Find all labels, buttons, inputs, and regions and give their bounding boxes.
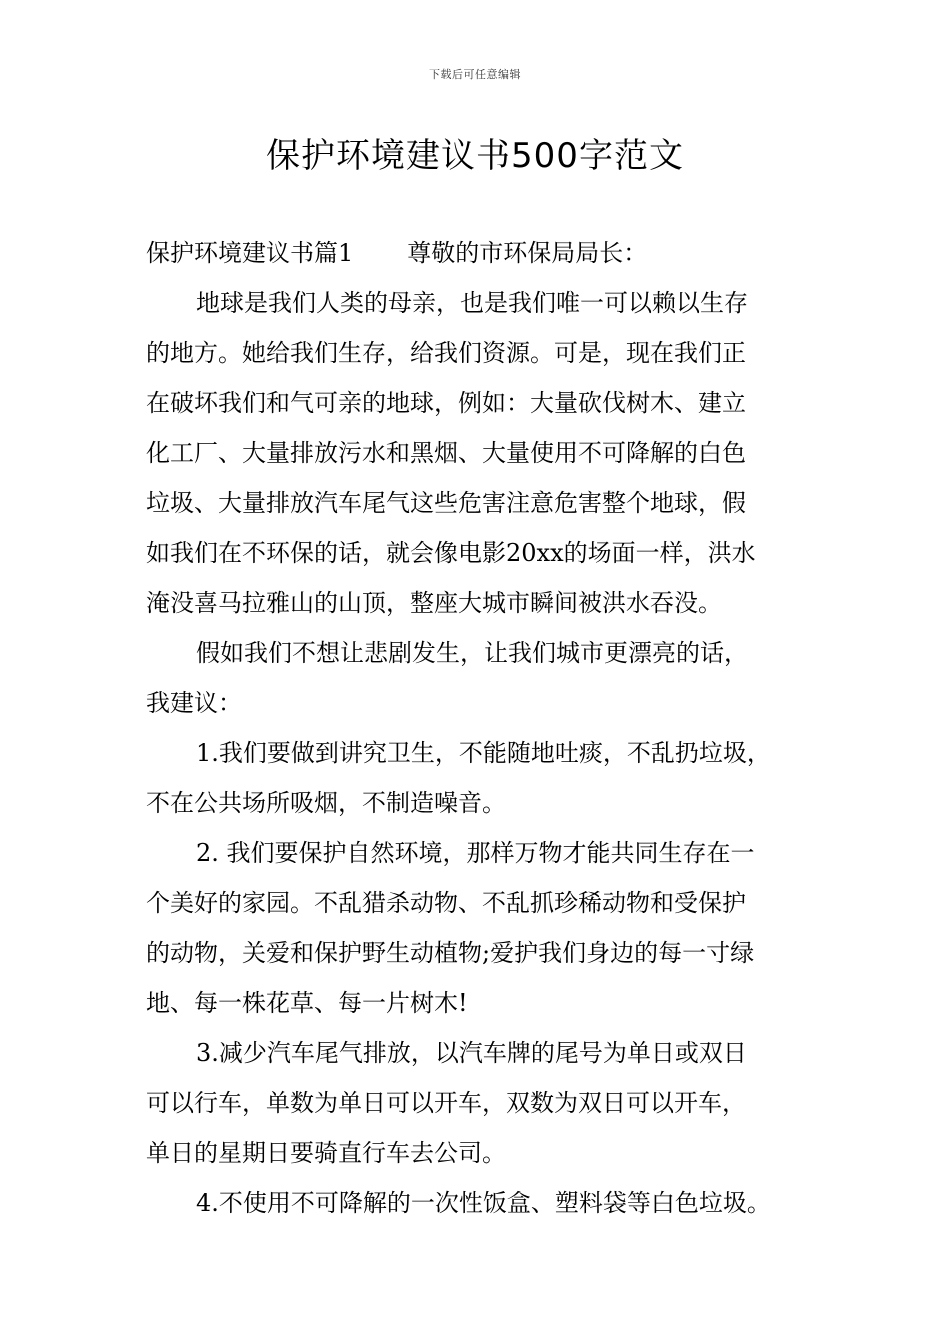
text-line: 在破坏我们和气可亲的地球，例如：大量砍伐树木、建立 (146, 389, 746, 417)
text-line: 地球是我们人类的母亲，也是我们唯一可以赖以生存 (196, 289, 748, 317)
text-line: 可以行车，单数为单日可以开车，双数为双日可以开车， (146, 1089, 746, 1117)
paragraph-lines (146, 278, 826, 1228)
section-label: 保护环境建议书篇1 (146, 239, 354, 267)
text-line: 2. 我们要保护自然环境，那样万物才能共同生存在一 (196, 839, 755, 867)
text-line: 的动物，关爱和保护野生动植物;爱护我们身边的每一寸绿 (146, 939, 755, 967)
greeting-line (146, 228, 826, 278)
text-line: 淹没喜马拉雅山的山顶，整座大城市瞬间被洪水吞没。 (146, 589, 722, 617)
text-line: 我建议： (146, 689, 242, 717)
text-line: 个美好的家园。不乱猎杀动物、不乱抓珍稀动物和受保护 (146, 889, 746, 917)
document-body (146, 228, 826, 1228)
text-line: 4.不使用不可降解的一次性饭盒、塑料袋等白色垃圾。 (196, 1189, 771, 1217)
header-note: 下载后可任意编辑 (429, 68, 521, 81)
document-title: 保护环境建议书500字范文 (266, 136, 684, 176)
text-line: 不在公共场所吸烟，不制造噪音。 (146, 789, 506, 817)
text-line: 如我们在不环保的话，就会像电影20xx的场面一样，洪水 (146, 539, 756, 567)
text-line: 的地方。她给我们生存，给我们资源。可是，现在我们正 (146, 339, 746, 367)
text-line: 单日的星期日要骑直行车去公司。 (146, 1139, 506, 1167)
text-line: 垃圾、大量排放汽车尾气这些危害注意危害整个地球，假 (146, 489, 746, 517)
text-line: 3.减少汽车尾气排放，以汽车牌的尾号为单日或双日 (196, 1039, 747, 1067)
text-line: 假如我们不想让悲剧发生，让我们城市更漂亮的话， (196, 639, 748, 667)
salutation: 尊敬的市环保局局长： (407, 239, 648, 267)
text-line: 1.我们要做到讲究卫生，不能随地吐痰，不乱扔垃圾， (196, 739, 771, 767)
text-line: 化工厂、大量排放污水和黑烟、大量使用不可降解的白色 (146, 439, 746, 467)
text-line: 地、每一株花草、每一片树木! (146, 989, 468, 1017)
